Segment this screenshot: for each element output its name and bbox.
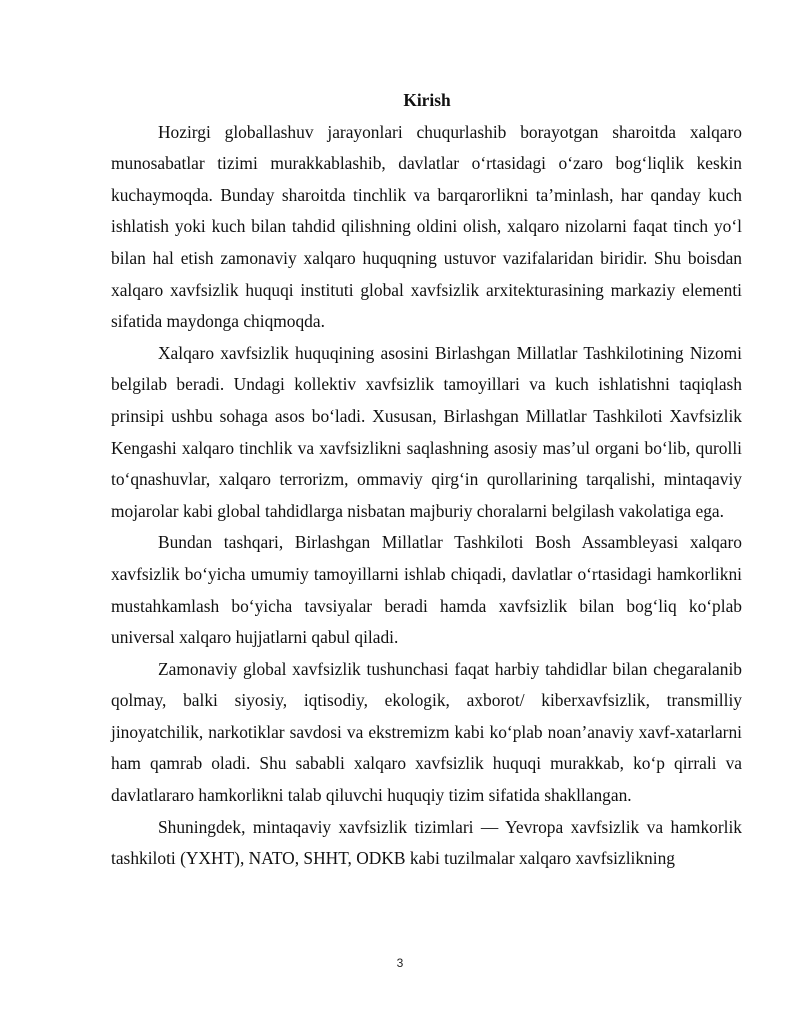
paragraph-5: Shuningdek, mintaqaviy xavfsizlik tizimlari — Yevropa xavfsizlik va hamkorlik tashkiloti (YXHT), NATO, SHHT, ODKB kabi tuzilmalar xalqaro xavfsizlikning bbox=[111, 816, 742, 869]
paragraph-4: Zamonaviy global xavfsizlik tushunchasi faqat harbiy tahdidlar bilan chegaralanib qolmay, balki siyosiy, iqtisodiy, ekologik, axborot/ kiberxavfsizlik, transmilliy jinoyatchilik, narkotiklar savdosi va ekstremizm kabi ko‘plab noan’anaviy xavf-xatarlarni ham qamrab oladi. Shu sababli xalqaro xavfsizlik huquqi murakkab, ko‘p qirrali va davlatlararo hamkorlikni talab qiluvchi huquqiy tizim sifatida shakllangan. bbox=[111, 658, 742, 806]
paragraph-1: Hozirgi globallashuv jarayonlari chuqurlashib borayotgan sharoitda xalqaro munosabatlar tizimi murakkablashib, davlatlar o‘rtasidagi o‘zaro bog‘liqlik keskin kuchaymoqda. Bunday sharoitda tinchlik va barqarorlikni ta’minlash, har qanday kuch ishlatish yoki kuch bilan tahdid qilishning oldini olish, xalqaro nizolarni faqat tinch yo‘l bilan hal etish zamonaviy xalqaro huquqning ustuvor vazifalaridan biridir. Shu boisdan xalqaro xavfsizlik huquqi instituti global xavfsizlik arxitekturasining markaziy elementi sifatida maydonga chiqmoqda. bbox=[111, 121, 742, 332]
paragraph-2: Xalqaro xavfsizlik huquqining asosini Birlashgan Millatlar Tashkilotining Nizomi belgilab beradi. Undagi kollektiv xavfsizlik tamoyillari va kuch ishlatishni taqiqlash prinsipi ushbu sohaga asos bo‘ladi. Xususan, Birlashgan Millatlar Tashkiloti Xavfsizlik Kengashi xalqaro tinchlik va xavfsizlikni saqlashning asosiy mas’ul organi bo‘lib, qurolli to‘qnashuvlar, xalqaro terrorizm, ommaviy qirg‘in qurollarining tarqalishi, mintaqaviy mojarolar kabi global tahdidlarga nisbatan majburiy choralarni belgilash vakolatiga ega. bbox=[111, 342, 742, 521]
paragraph-3: Bundan tashqari, Birlashgan Millatlar Tashkiloti Bosh Assambleyasi xalqaro xavfsizlik bo‘yicha umumiy tamoyillarni ishlab chiqadi, davlatlar o‘rtasidagi hamkorlikni mustahkamlash bo‘yicha tavsiyalar beradi hamda xavfsizlik bilan bog‘liq ko‘plab universal xalqaro hujjatlarni qabul qiladi. bbox=[111, 532, 742, 648]
section-title: Kirish bbox=[403, 90, 451, 110]
document-body bbox=[111, 85, 742, 875]
page-number: 3 bbox=[396, 956, 404, 970]
